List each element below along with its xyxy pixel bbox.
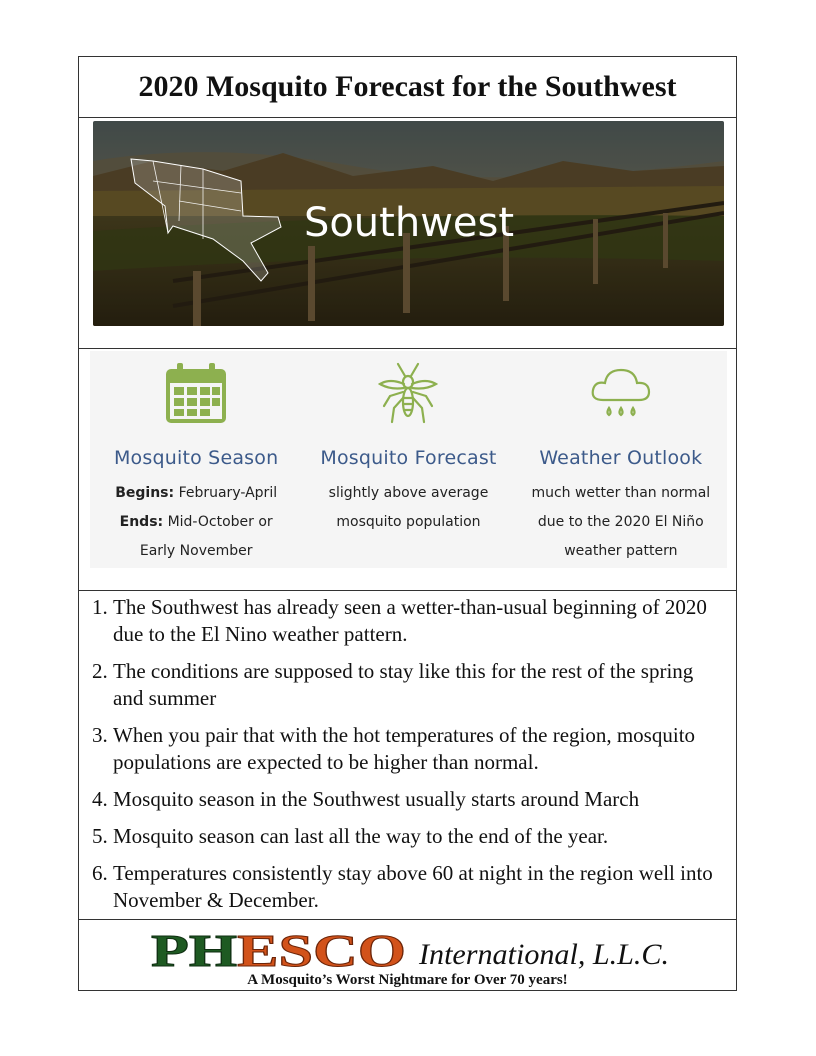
- banner-region-label: Southwest: [303, 200, 515, 246]
- list-item: 1. The Southwest has already seen a wetter-than-usual beginning of 2020 due to the El Nino weather pattern.: [113, 594, 716, 648]
- feature-heading-forecast: Mosquito Forecast: [320, 447, 497, 469]
- feature-heading-weather: Weather Outlook: [539, 447, 703, 469]
- list-item: 3. When you pair that with the hot temperatures of the region, mosquito populations are expected to be higher than normal.: [113, 722, 716, 776]
- weather-line-1: much wetter than normal: [531, 485, 711, 501]
- weather-line-3: weather pattern: [564, 543, 678, 559]
- footer-section: [79, 919, 736, 992]
- tagline: A Mosquito’s Worst Nightmare for Over 70 years!: [247, 972, 568, 988]
- season-begins: Begins: February-April: [115, 485, 278, 501]
- features-section: [79, 348, 736, 590]
- logo-suffix: International, L.L.C.: [417, 938, 669, 971]
- season-ends-cont: Early November: [139, 543, 253, 559]
- forecast-line-1: slightly above average: [328, 485, 489, 501]
- rain-cloud-icon: [515, 359, 727, 429]
- landscape-image: [93, 121, 724, 326]
- page-title: 2020 Mosquito Forecast for the Southwest: [138, 70, 677, 103]
- list-item: 4. Mosquito season in the Southwest usually starts around March: [113, 786, 716, 813]
- facts-section: [79, 590, 736, 919]
- season-ends: Ends: Mid-October or: [119, 514, 273, 530]
- logo-brand: PH ESCO: [151, 926, 363, 972]
- feature-heading-season: Mosquito Season: [113, 447, 279, 469]
- mosquito-icon: [302, 359, 514, 429]
- flyer-frame: [78, 56, 737, 991]
- weather-line-2: due to the 2020 El Niño: [537, 514, 704, 530]
- list-item: 5. Mosquito season can last all the way to the end of the year.: [113, 823, 716, 850]
- feature-weather-outlook: [515, 351, 727, 568]
- feature-mosquito-season: [90, 351, 302, 568]
- list-item: 6. Temperatures consistently stay above 60 at night in the region well into November & December.: [113, 860, 716, 914]
- list-item: 2. The conditions are supposed to stay like this for the rest of the spring and summer: [113, 658, 716, 712]
- feature-mosquito-forecast: [302, 351, 514, 568]
- forecast-line-2: mosquito population: [336, 514, 481, 530]
- facts-list: [79, 591, 736, 914]
- phesco-logo: [151, 926, 671, 972]
- banner-section: [79, 117, 736, 348]
- title-section: [79, 57, 736, 117]
- calendar-icon: [90, 359, 302, 429]
- feature-panel: [90, 351, 727, 568]
- southwest-banner: [93, 121, 724, 326]
